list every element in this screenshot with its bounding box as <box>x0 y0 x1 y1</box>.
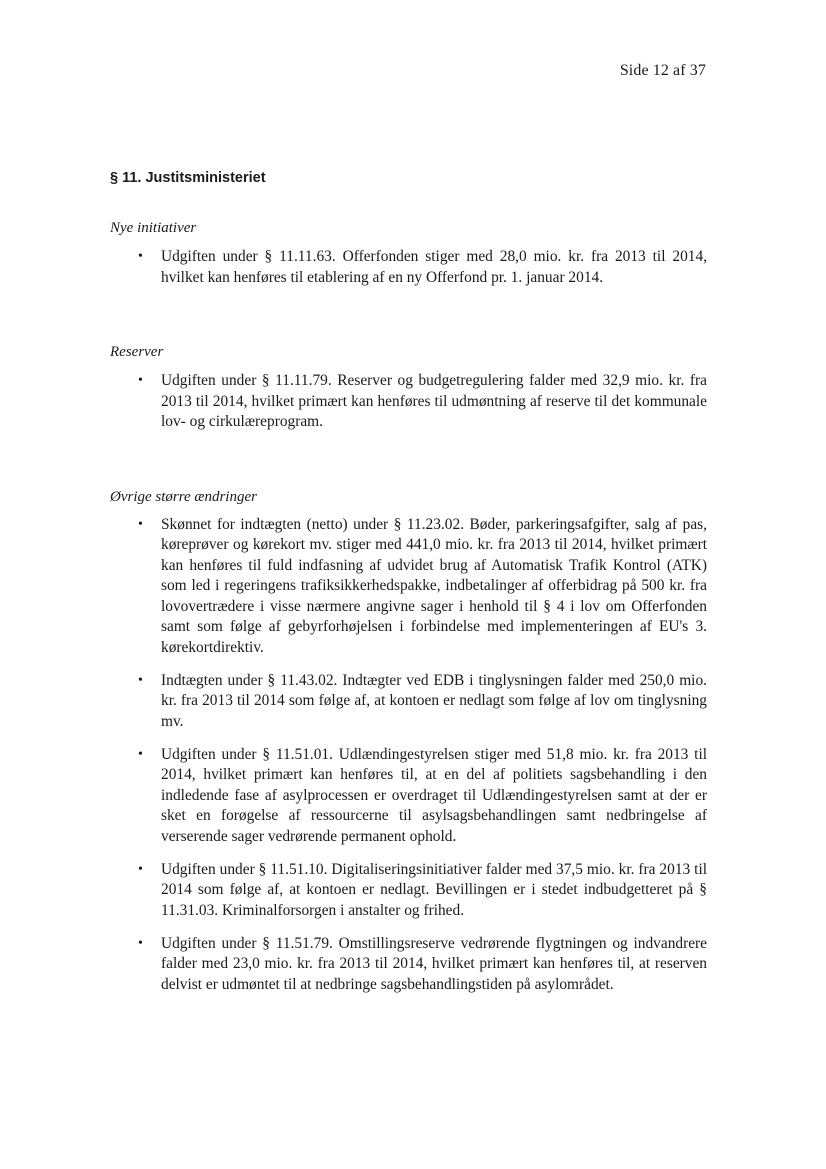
list-item-text: Skønnet for indtægten (netto) under § 11.23.02. Bøder, parkeringsafgifter, salg af pas, køreprøver og kørekort mv. stiger med 441,0 mio. kr. fra 2013 til 2014, hvilket primært kan henføres til fuld indfasning af udvidet brug af Automatisk Trafik Kontrol (ATK) som led i regeringens trafiksikkerhedspakke, indbetalinger af offerbidrag på 500 kr. fra lovovertrædere i visse nærmere angivne sager i henhold til § 4 i lov om Offerfonden samt som følge af gebyrforhøjelsen i forbindelse med implementeringen af EU's 3. kørekortdirektiv. <box>161 515 707 656</box>
group-reserver <box>110 342 707 433</box>
list-item-text: Indtægten under § 11.43.02. Indtægter ved EDB i tinglysningen falder med 250,0 mio. kr. fra 2013 til 2014 som følge af, at kontoen er nedlagt som følge af lov om tinglysning mv. <box>161 671 707 730</box>
subheading-nye-initiativer: Nye initiativer <box>110 220 197 236</box>
group-ovrige-storre-aendringer <box>110 487 707 996</box>
bullet-list <box>110 515 707 996</box>
list-item <box>110 247 707 288</box>
list-item <box>110 671 707 733</box>
list-item <box>110 860 707 922</box>
section-title: § 11. Justitsministeriet <box>110 170 266 186</box>
bullet-icon: • <box>138 861 143 877</box>
bullet-icon: • <box>138 672 143 688</box>
document-content <box>110 168 707 1008</box>
bullet-icon: • <box>138 249 143 264</box>
group-nye-initiativer <box>110 218 707 288</box>
bullet-icon: • <box>138 746 143 762</box>
bullet-list <box>110 247 707 288</box>
bullet-icon: • <box>138 373 143 388</box>
list-item-text: Udgiften under § 11.11.63. Offerfonden stiger med 28,0 mio. kr. fra 2013 til 2014, hvilket kan henføres til etablering af en ny Offerfond pr. 1. januar 2014. <box>161 248 707 286</box>
list-item-text: Udgiften under § 11.51.79. Omstillingsreserve vedrørende flygtningen og indvandrere falder med 23,0 mio. kr. fra 2013 til 2014, hvilket primært kan henføres til, at reserven delvist er udmøntet til at nedbringe sagsbehandlingstiden på asylområdet. <box>161 934 707 993</box>
list-item <box>110 371 707 433</box>
bullet-list <box>110 371 707 433</box>
list-item-text: Udgiften under § 11.51.10. Digitaliseringsinitiativer falder med 37,5 mio. kr. fra 2013 til 2014 som følge af, at kontoen er nedlagt. Bevillingen er i stedet indbudgetteret på § 11.31.03. Kriminalforsorgen i anstalter og frihed. <box>161 860 707 919</box>
list-item-text: Udgiften under § 11.51.01. Udlændingestyrelsen stiger med 51,8 mio. kr. fra 2013 til 2014, hvilket primært kan henføres til, at en del af politiets sagsbehandling i den indledende fase af asylprocessen er overdraget til Udlændingestyrelsen samt at der er sket en forøgelse af ressourcerne til asylsagsbehandlingen samt nedbringelse af verserende sager vedrørende permanent ophold. <box>161 745 707 845</box>
page-number: Side 12 af 37 <box>619 62 706 79</box>
list-item-text: Udgiften under § 11.11.79. Reserver og budgetregulering falder med 32,9 mio. kr. fra 2013 til 2014, hvilket primært kan henføres til udmøntning af reserve til det kommunale lov- og cirkulæreprogram. <box>161 372 707 430</box>
list-item <box>110 515 707 659</box>
bullet-icon: • <box>138 516 143 532</box>
list-item <box>110 745 707 848</box>
subheading-reserver: Reserver <box>110 344 164 360</box>
subheading-ovrige-storre-aendringer: Øvrige større ændringer <box>110 488 257 505</box>
list-item <box>110 934 707 996</box>
bullet-icon: • <box>138 935 143 951</box>
